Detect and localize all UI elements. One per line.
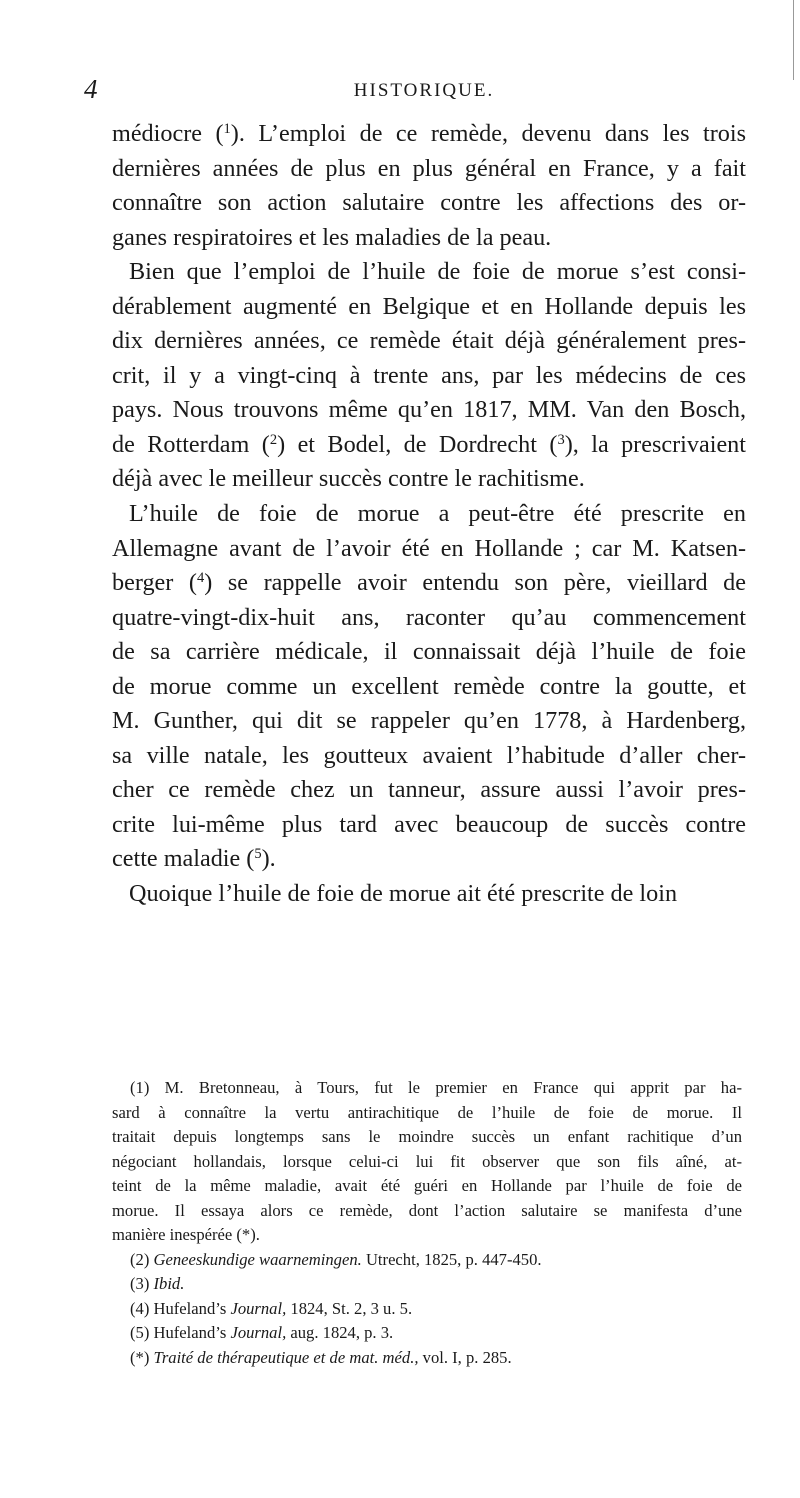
footnote-ref: 4 — [196, 570, 205, 587]
text-fragment: ) et Bodel, de Dordrecht ( — [277, 430, 558, 458]
footnote-line — [112, 1248, 742, 1273]
page-header — [84, 74, 724, 104]
text-line — [112, 117, 746, 152]
main-text — [112, 117, 746, 912]
footnote-line: (1) M. Bretonneau, à Tours, fut le premier en France qui apprit par ha- — [130, 1078, 742, 1097]
text-line: Quoique l’huile de foie de morue ait été prescrite de loin — [129, 880, 678, 908]
text-line: sa ville natale, les goutteux avaient l’habitude d’aller cher- — [112, 741, 746, 769]
text-line: M. Gunther, qui dit se rappeler qu’en 1778, à Hardenberg, — [112, 707, 746, 735]
footnote-title: Geneeskundige waarnemingen. — [153, 1249, 362, 1269]
footnote-number: (3) — [130, 1274, 154, 1293]
text-fragment: berger ( — [112, 569, 197, 597]
footnote-line: traitait depuis longtemps sans le moindre succès un enfant rachitique d’un — [112, 1127, 742, 1146]
footnote-title: Journal, — [230, 1323, 287, 1342]
text-line: de morue comme un excellent remède contre la goutte, et — [112, 672, 746, 700]
footnote-citation: Utrecht, 1825, p. 447-450. — [361, 1249, 542, 1269]
footnote-title: Traité de thérapeutique et de mat. méd., — [153, 1347, 419, 1367]
footnote-line: négociant hollandais, lorsque celui-ci lui fit observer que son fils aîné, at- — [112, 1151, 742, 1171]
text-line: crit, il y a vingt-cinq à trente ans, par les médecins de ces — [112, 361, 746, 389]
text-fragment: ) se rappelle avoir entendu son père, vieillard de — [204, 569, 747, 597]
text-line: pays. Nous trouvons même qu’en 1817, MM. Van den Bosch, — [112, 396, 746, 424]
footnote-line: sard à connaître la vertu antirachitique de l’huile de foie de morue. Il — [112, 1102, 742, 1122]
footnote-line — [112, 1346, 742, 1371]
text-fragment: cette maladie ( — [112, 845, 255, 873]
footnote-citation: aug. 1824, p. 3. — [286, 1323, 394, 1342]
text-line: crite lui-même plus tard avec beaucoup de succès contre — [112, 810, 746, 838]
text-fragment: ). — [261, 845, 276, 873]
text-line — [112, 428, 746, 463]
text-line: Bien que l’emploi de l’huile de foie de morue s’est consi- — [129, 258, 746, 286]
footnote-author: Hufeland’s — [153, 1323, 231, 1342]
footnote-number: (*) — [130, 1347, 154, 1367]
footnotes — [112, 1076, 742, 1370]
text-line: Allemagne avant de l’avoir été en Hollande ; car M. Katsen- — [112, 534, 746, 562]
text-line: connaître son action salutaire contre les affections des or- — [112, 189, 746, 217]
footnote-citation: 1824, St. 2, 3 u. 5. — [286, 1298, 413, 1318]
page-edge-shadow — [793, 0, 800, 80]
text-line: ganes respiratoires et les maladies de la peau. — [112, 223, 552, 251]
text-line: dernières années de plus en plus général en France, y a fait — [112, 154, 746, 182]
text-line: déjà avec le meilleur succès contre le rachitisme. — [112, 465, 585, 493]
footnote-citation: vol. I, p. 285. — [418, 1347, 512, 1367]
text-fragment: de Rotterdam ( — [112, 430, 270, 458]
text-line: quatre-vingt-dix-huit ans, raconter qu’au commencement — [112, 603, 746, 631]
footnote-line — [112, 1272, 742, 1297]
footnote-number: (2) — [130, 1249, 154, 1269]
footnote-line: manière inespérée (*). — [112, 1225, 260, 1244]
text-fragment: médiocre ( — [112, 120, 224, 147]
text-line: dérablement augmenté en Belgique et en Hollande depuis les — [112, 292, 746, 320]
text-line: dix dernières années, ce remède était déjà généralement pres- — [112, 327, 746, 355]
footnote-number: (4) — [130, 1298, 154, 1318]
footnote-title: Ibid. — [153, 1274, 185, 1293]
text-line: cher ce remède chez un tanneur, assure aussi l’avoir pres- — [112, 776, 746, 804]
footnote-line: teint de la même maladie, avait été guéri en Hollande par l’huile de foie de — [112, 1176, 742, 1195]
footnote-line — [112, 1321, 742, 1346]
footnote-author: Hufeland’s — [153, 1298, 231, 1318]
footnote-ref: 3 — [557, 431, 565, 448]
footnote-ref: 5 — [254, 846, 262, 863]
text-line — [112, 566, 746, 601]
running-head: HISTORIQUE. — [353, 80, 495, 101]
footnote-title: Journal, — [230, 1298, 287, 1318]
footnote-ref: 2 — [269, 431, 278, 448]
text-fragment: ), la prescrivaient — [564, 430, 746, 458]
text-line — [112, 842, 746, 877]
text-fragment: ). L’emploi de ce remède, devenu dans les trois — [230, 120, 746, 147]
text-line: L’huile de foie de morue a peut-être été prescrite en — [129, 500, 746, 528]
page-number: 4 — [84, 74, 98, 104]
footnote-ref: 1 — [223, 121, 231, 138]
footnote-number: (5) — [130, 1323, 154, 1342]
footnote-line: morue. Il essaya alors ce remède, dont l’action salutaire se manifesta d’une — [112, 1200, 742, 1220]
text-line: de sa carrière médicale, il connaissait déjà l’huile de foie — [112, 638, 746, 666]
footnote-line — [112, 1297, 742, 1322]
